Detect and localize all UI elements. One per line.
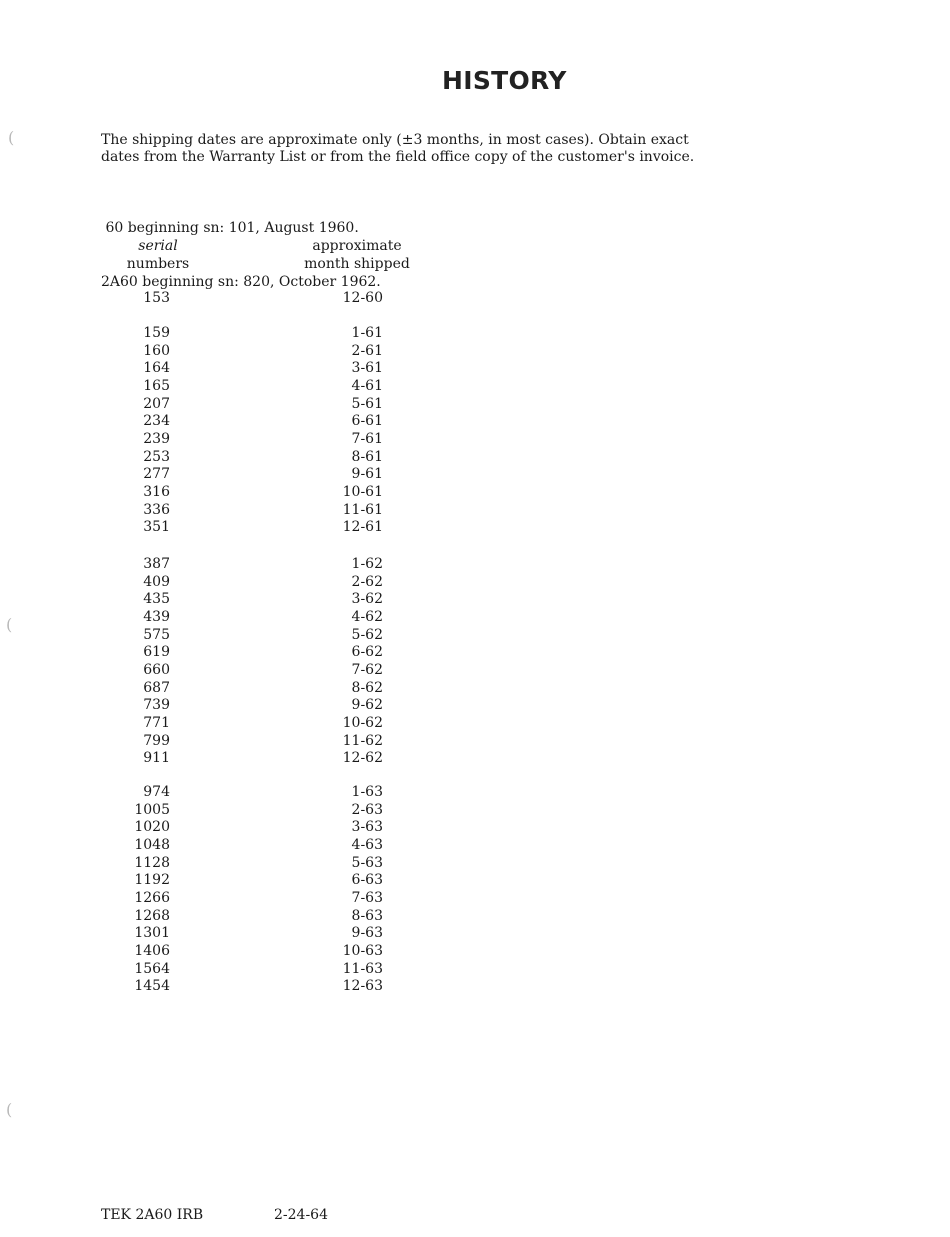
month-shipped-cell: 7-61 (351, 430, 383, 447)
serial-number-cell: 619 (143, 644, 170, 661)
serial-number-cell: 159 (143, 325, 170, 341)
serial-number-cell: 799 (143, 732, 170, 749)
serial-number-cell: 1048 (134, 836, 170, 853)
month-shipped-cell: 5-63 (351, 854, 383, 871)
month-shipped-cell: 8-63 (351, 907, 383, 924)
serial-number-cell: 409 (143, 573, 170, 590)
serial-number-cell: 164 (143, 360, 170, 377)
month-shipped-cell: 10-61 (342, 483, 383, 500)
intro-line-1: The shipping dates are approximate only (±3 months, in most cases). Obtain exact (101, 132, 689, 148)
month-shipped-cell: 12-61 (342, 519, 383, 536)
page-title: HISTORY (442, 66, 567, 95)
serial-number-cell: 1005 (134, 801, 170, 818)
serial-number-cell: 660 (143, 661, 170, 678)
month-shipped-cell: 10-63 (342, 942, 383, 959)
serial-number-cell: 1406 (134, 942, 170, 959)
intro-paragraph (101, 132, 741, 166)
serial-number-cell: 234 (143, 413, 170, 430)
serial-number-cell: 387 (143, 556, 170, 572)
serial-numbers-header (112, 237, 204, 273)
month-shipped-cell: 4-63 (351, 836, 383, 853)
beginning-line-60: 60 beginning sn: 101, August 1960. (101, 220, 359, 236)
month-shipped-cell: 9-62 (351, 697, 383, 714)
serial-number-cell: 277 (143, 466, 170, 483)
serial-number-cell: 1564 (134, 960, 170, 977)
month-shipped-cell: 8-61 (351, 448, 383, 465)
month-shipped-cell: 2-61 (351, 342, 383, 359)
serial-number-cell: 974 (143, 784, 170, 800)
month-shipped-cell: 3-63 (351, 819, 383, 836)
month-shipped-cell: 12-62 (342, 750, 383, 767)
serial-number-cell: 1266 (134, 889, 170, 906)
month-shipped-cell: 7-62 (351, 661, 383, 678)
month-header-line-2: month shipped (304, 256, 410, 272)
month-shipped-cell: 3-62 (351, 591, 383, 608)
serial-header-line-2: numbers (126, 256, 190, 272)
serial-number-cell: 435 (143, 591, 170, 608)
month-shipped-cell: 11-63 (342, 960, 383, 977)
serial-number-cell: 911 (143, 750, 170, 767)
month-shipped-cell: 12-63 (342, 978, 383, 995)
month-shipped-cell: 6-62 (351, 644, 383, 661)
month-shipped-header (297, 237, 417, 273)
month-shipped-cell: 12-60 (342, 290, 383, 306)
serial-number-cell: 1454 (134, 978, 170, 995)
month-shipped-cell: 6-63 (351, 872, 383, 889)
serial-number-cell: 160 (143, 342, 170, 359)
scan-mark: ( (6, 615, 13, 634)
month-shipped-cell: 1-63 (351, 784, 383, 800)
month-shipped-cell: 5-61 (351, 395, 383, 412)
footer-date: 2-24-64 (274, 1207, 328, 1223)
beginning-line-2a60: 2A60 beginning sn: 820, October 1962. (101, 274, 381, 290)
intro-line-2: dates from the Warranty List or from the field office copy of the customer's invoice. (101, 149, 695, 165)
serial-number-cell: 351 (143, 519, 170, 536)
month-shipped-cell: 6-61 (351, 413, 383, 430)
scan-mark: ( (8, 128, 15, 147)
month-shipped-cell: 2-63 (351, 801, 383, 818)
serial-number-cell: 207 (143, 395, 170, 412)
serial-number-cell: 1020 (134, 819, 170, 836)
month-header-line-1: approximate (312, 238, 402, 254)
month-shipped-cell: 9-63 (351, 925, 383, 942)
month-shipped-cell: 2-62 (351, 573, 383, 590)
scan-mark: ( (6, 1100, 13, 1119)
serial-number-cell: 439 (143, 608, 170, 625)
serial-number-cell: 336 (143, 501, 170, 518)
month-shipped-cell: 11-61 (342, 501, 383, 518)
footer-document-id: TEK 2A60 IRB (101, 1207, 204, 1223)
month-shipped-cell: 9-61 (351, 466, 383, 483)
serial-header-line-1: serial (138, 238, 178, 254)
serial-number-cell: 239 (143, 430, 170, 447)
month-shipped-cell: 1-61 (351, 325, 383, 341)
serial-number-cell: 253 (143, 448, 170, 465)
serial-number-cell: 739 (143, 697, 170, 714)
serial-number-cell: 1301 (134, 925, 170, 942)
serial-number-cell: 1192 (134, 872, 170, 889)
month-shipped-cell: 10-62 (342, 714, 383, 731)
month-shipped-cell: 5-62 (351, 626, 383, 643)
month-shipped-cell: 3-61 (351, 360, 383, 377)
month-shipped-cell: 4-61 (351, 377, 383, 394)
month-shipped-cell: 8-62 (351, 679, 383, 696)
serial-number-cell: 1268 (134, 907, 170, 924)
serial-number-cell: 575 (143, 626, 170, 643)
serial-number-cell: 687 (143, 679, 170, 696)
month-shipped-cell: 4-62 (351, 608, 383, 625)
month-shipped-cell: 7-63 (351, 889, 383, 906)
serial-number-cell: 316 (143, 483, 170, 500)
serial-number-cell: 771 (143, 714, 170, 731)
month-shipped-cell: 11-62 (342, 732, 383, 749)
serial-number-cell: 153 (143, 290, 170, 306)
serial-number-cell: 165 (143, 377, 170, 394)
month-shipped-cell: 1-62 (351, 556, 383, 572)
serial-number-cell: 1128 (134, 854, 170, 871)
